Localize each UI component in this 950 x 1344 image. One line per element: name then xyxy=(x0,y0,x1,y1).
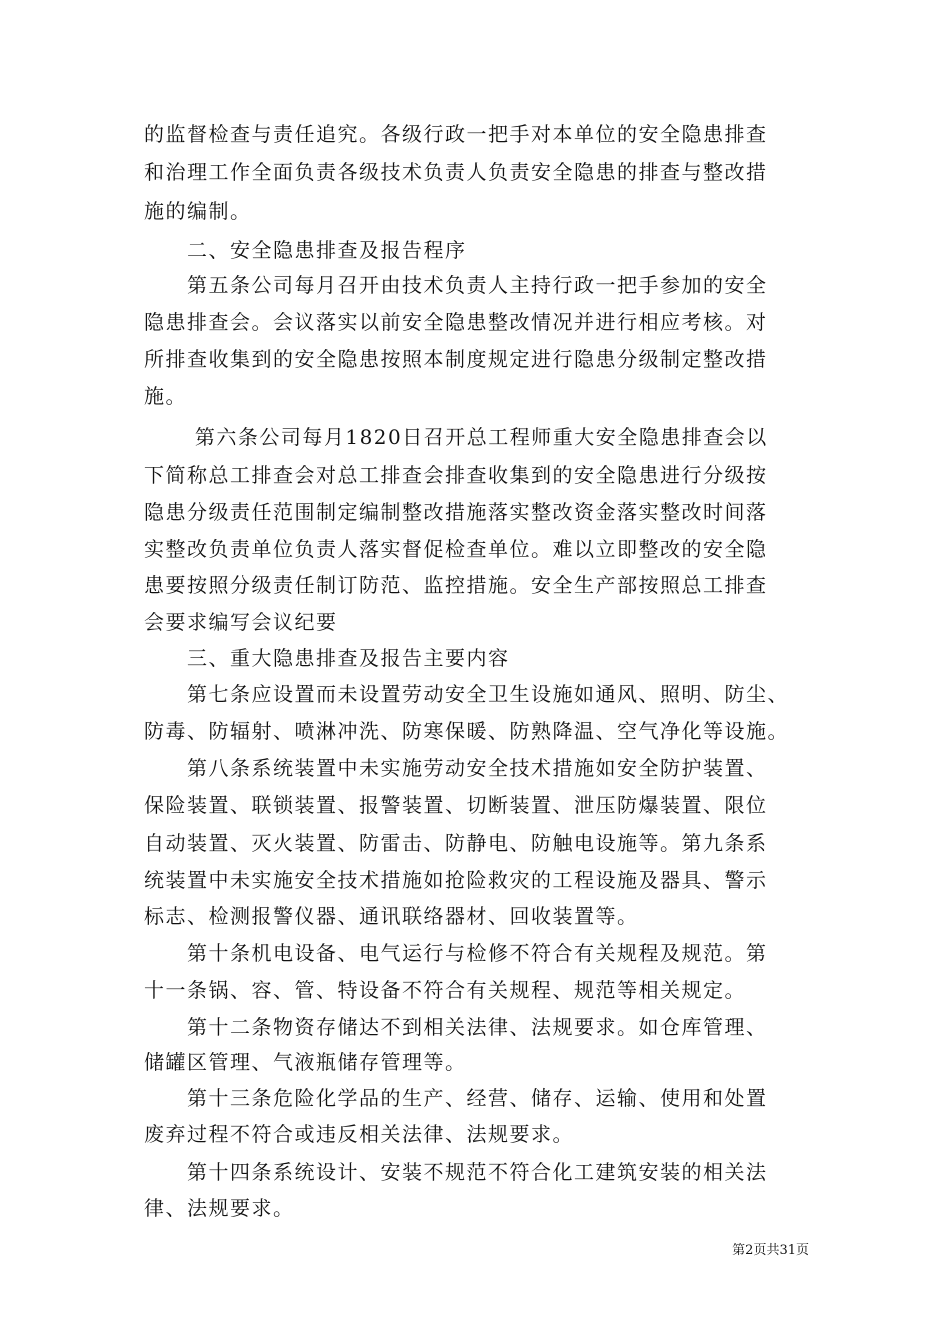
section-heading: 二、安全隐患排查及报告程序 xyxy=(144,238,467,262)
text-line: 第十条机电设备、电气运行与检修不符合有关规程及规范。第 xyxy=(144,941,768,965)
section-heading: 三、重大隐患排查及报告主要内容 xyxy=(144,646,510,670)
text-line: 的监督检查与责任追究。各级行政一把手对本单位的安全隐患排查 xyxy=(144,122,768,146)
text-line: 所排查收集到的安全隐患按照本制度规定进行隐患分级制定整改措 xyxy=(144,347,768,371)
text-line: 第十三条危险化学品的生产、经营、储存、运输、使用和处置 xyxy=(144,1086,768,1110)
text-line: 第十四条系统设计、安装不规范不符合化工建筑安装的相关法 xyxy=(144,1160,768,1184)
page-number: 第2页共31页 xyxy=(732,1243,809,1258)
text-line: 会要求编写会议纪要 xyxy=(144,610,338,634)
text-line: 储罐区管理、气液瓶储存管理等。 xyxy=(144,1050,467,1074)
text-line: 第七条应设置而未设置劳动安全卫生设施如通风、照明、防尘、 xyxy=(144,682,789,706)
text-line: 隐患分级责任范围制定编制整改措施落实整改资金落实整改时间落 xyxy=(144,500,768,524)
text-line: 第八条系统装置中未实施劳动安全技术措施如安全防护装置、 xyxy=(144,756,768,780)
text-line: 施的编制。 xyxy=(144,199,252,223)
text-line: 十一条锅、容、管、特设备不符合有关规程、规范等相关规定。 xyxy=(144,978,746,1002)
text-line: 标志、检测报警仪器、通讯联络器材、回收装置等。 xyxy=(144,904,639,928)
text-line: 第十二条物资存储达不到相关法律、法规要求。如仓库管理、 xyxy=(144,1015,768,1039)
text-line: 统装置中未实施安全技术措施如抢险救灾的工程设施及器具、警示 xyxy=(144,868,768,892)
text-line: 保险装置、联锁装置、报警装置、切断装置、泄压防爆装置、限位 xyxy=(144,793,768,817)
text-line: 第六条公司每月1820日召开总工程师重大安全隐患排查会以 xyxy=(144,425,768,449)
text-line: 律、法规要求。 xyxy=(144,1196,295,1220)
text-line: 废弃过程不符合或违反相关法律、法规要求。 xyxy=(144,1122,574,1146)
text-line: 下简称总工排查会对总工排查会排查收集到的安全隐患进行分级按 xyxy=(144,463,768,487)
text-line: 隐患排查会。会议落实以前安全隐患整改情况并进行相应考核。对 xyxy=(144,310,768,334)
text-line: 自动装置、灭火装置、防雷击、防静电、防触电设施等。第九条系 xyxy=(144,831,768,855)
text-line: 防毒、防辐射、喷淋冲洗、防寒保暖、防熟降温、空气净化等设施。 xyxy=(144,719,789,743)
text-line: 和治理工作全面负责各级技术负责人负责安全隐患的排查与整改措 xyxy=(144,160,768,184)
text-line: 第五条公司每月召开由技术负责人主持行政一把手参加的安全 xyxy=(144,273,768,297)
text-line: 患要按照分级责任制订防范、监控措施。安全生产部按照总工排查 xyxy=(144,573,768,597)
text-line: 实整改负责单位负责人落实督促检查单位。难以立即整改的安全隐 xyxy=(144,537,768,561)
text-line: 施。 xyxy=(144,384,187,408)
